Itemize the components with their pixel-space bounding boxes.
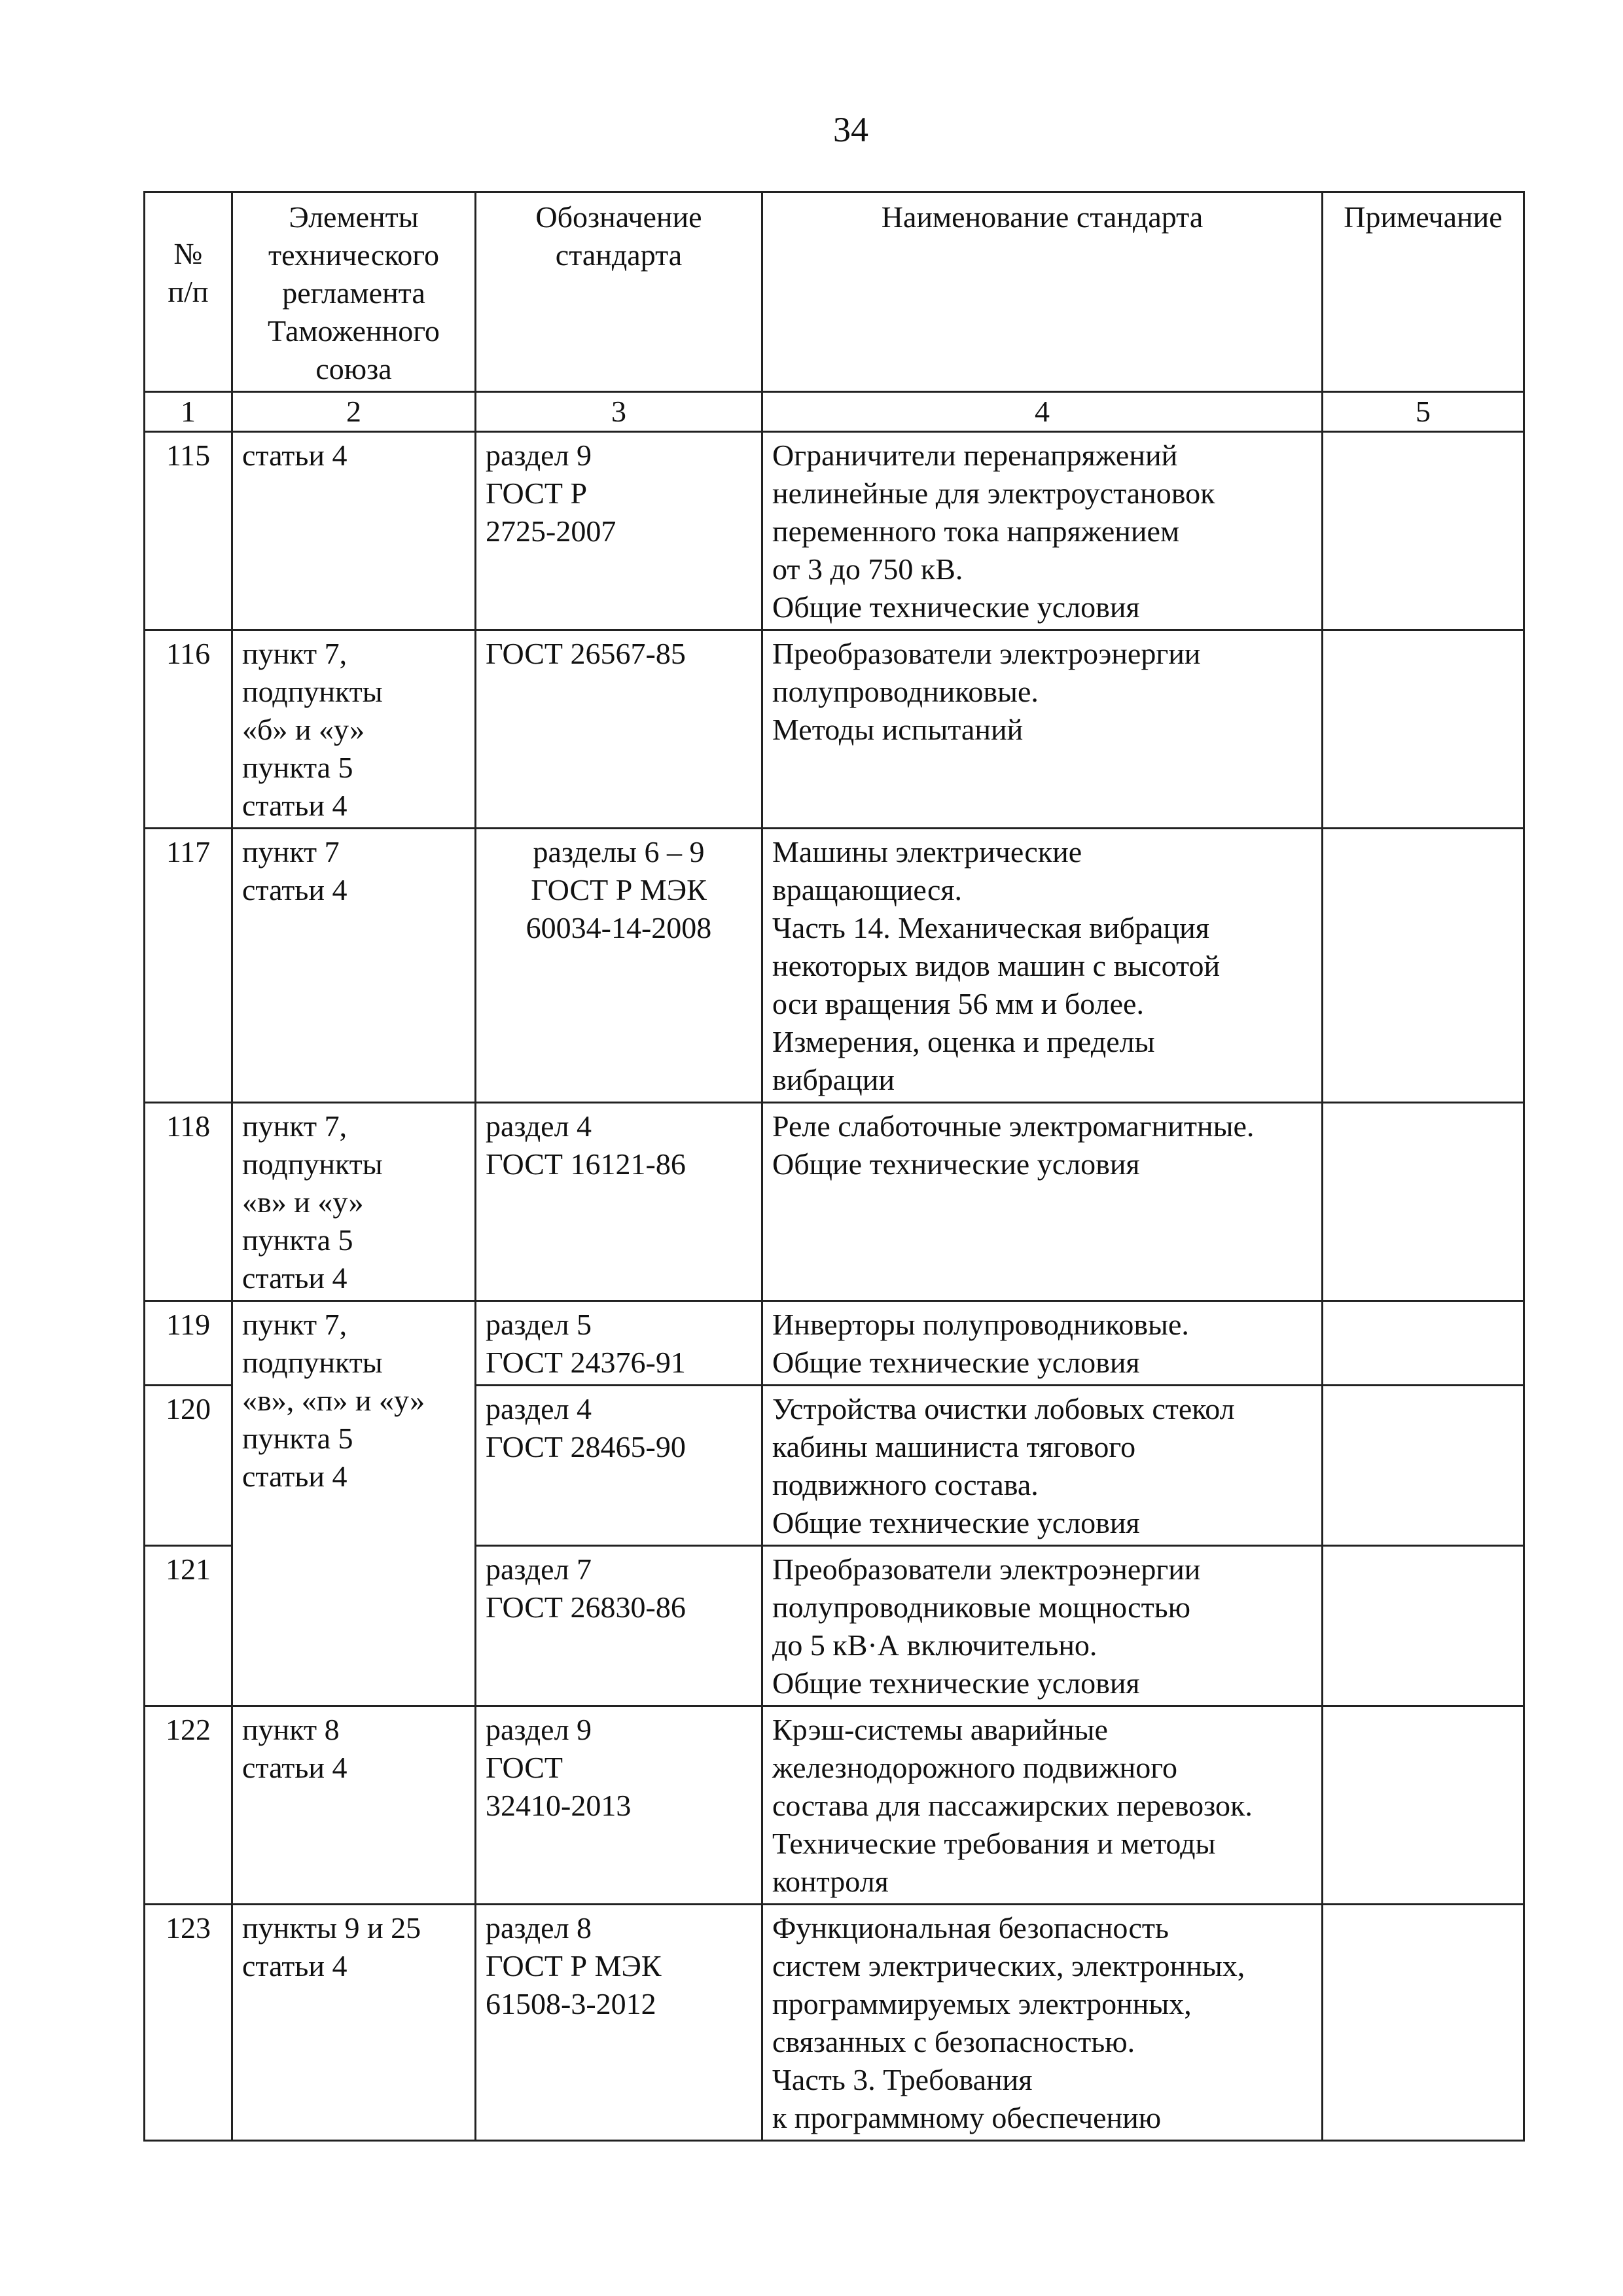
header-standard-name: Наименование стандарта: [762, 192, 1323, 392]
table-header-row: [145, 192, 1524, 392]
row-standard-name: Преобразователи электроэнергии полупроводниковые мощностью до 5 кВ·А включительно. Общие технические условия: [762, 1546, 1323, 1706]
row-designation: ГОСТ 26567-85: [476, 630, 762, 829]
row-regulation-element: пункты 9 и 25 статьи 4: [232, 1905, 476, 2141]
row-regulation-element: статьи 4: [232, 432, 476, 630]
row-designation: раздел 5 ГОСТ 24376-91: [476, 1301, 762, 1386]
row-designation: раздел 4 ГОСТ 28465-90: [476, 1386, 762, 1546]
row-standard-name: Инверторы полупроводниковые. Общие технические условия: [762, 1301, 1323, 1386]
row-number: 118: [145, 1103, 232, 1301]
row-number: 119: [145, 1301, 232, 1386]
row-number: 121: [145, 1546, 232, 1706]
row-standard-name: Реле слаботочные электромагнитные. Общие технические условия: [762, 1103, 1323, 1301]
row-designation: раздел 9 ГОСТ 32410-2013: [476, 1706, 762, 1905]
row-regulation-element: пункт 8 статьи 4: [232, 1706, 476, 1905]
column-number-row: [145, 392, 1524, 432]
row-regulation-element: пункт 7, подпункты «б» и «у» пункта 5 статьи 4: [232, 630, 476, 829]
column-number: 1: [145, 392, 232, 432]
row-standard-name: Устройства очистки лобовых стекол кабины машиниста тягового подвижного состава. Общие технические условия: [762, 1386, 1323, 1546]
row-number: 123: [145, 1905, 232, 2141]
column-number: 2: [232, 392, 476, 432]
row-regulation-element: пункт 7, подпункты «в», «п» и «у» пункта 5 статьи 4: [232, 1301, 476, 1706]
row-number: 122: [145, 1706, 232, 1905]
row-number: 116: [145, 630, 232, 829]
table-row: [145, 1905, 1524, 2141]
column-number: 3: [476, 392, 762, 432]
row-designation: раздел 4 ГОСТ 16121-86: [476, 1103, 762, 1301]
row-regulation-element: пункт 7 статьи 4: [232, 829, 476, 1103]
row-designation: раздел 7 ГОСТ 26830-86: [476, 1546, 762, 1706]
row-number: 117: [145, 829, 232, 1103]
table-row: [145, 1301, 1524, 1386]
table-row: [145, 1706, 1524, 1905]
row-number: 115: [145, 432, 232, 630]
row-note: [1323, 1386, 1524, 1546]
row-regulation-element: пункт 7, подпункты «в» и «у» пункта 5 статьи 4: [232, 1103, 476, 1301]
row-standard-name: Машины электрические вращающиеся. Часть 14. Механическая вибрация некоторых видов машин с высотой оси вращения 56 мм и более. Измерения, оценка и пределы вибрации: [762, 829, 1323, 1103]
row-note: [1323, 1546, 1524, 1706]
row-standard-name: Функциональная безопасность систем электрических, электронных, программируемых электронных, связанных с безопасностью. Часть 3. Требования к программному обеспечению: [762, 1905, 1323, 2141]
row-designation: раздел 9 ГОСТ Р 2725-2007: [476, 432, 762, 630]
standards-table: [143, 191, 1525, 2142]
table-row: [145, 829, 1524, 1103]
header-note: Примечание: [1323, 192, 1524, 392]
row-note: [1323, 1301, 1524, 1386]
row-standard-name: Преобразователи электроэнергии полупроводниковые. Методы испытаний: [762, 630, 1323, 829]
row-number: 120: [145, 1386, 232, 1546]
row-note: [1323, 432, 1524, 630]
row-note: [1323, 630, 1524, 829]
header-number: № п/п: [145, 192, 232, 392]
row-standard-name: Крэш-системы аварийные железнодорожного подвижного состава для пассажирских перевозок. Технические требования и методы контроля: [762, 1706, 1323, 1905]
page-number: 34: [833, 110, 868, 149]
header-regulation-elements: Элементы технического регламента Таможенного союза: [232, 192, 476, 392]
row-note: [1323, 1103, 1524, 1301]
column-number: 5: [1323, 392, 1524, 432]
row-note: [1323, 1905, 1524, 2141]
table-row: [145, 432, 1524, 630]
row-standard-name: Ограничители перенапряжений нелинейные для электроустановок переменного тока напряжением от 3 до 750 кВ. Общие технические условия: [762, 432, 1323, 630]
row-note: [1323, 829, 1524, 1103]
table-row: [145, 1103, 1524, 1301]
row-note: [1323, 1706, 1524, 1905]
table-row: [145, 630, 1524, 829]
column-number: 4: [762, 392, 1323, 432]
row-designation: разделы 6 – 9 ГОСТ Р МЭК 60034-14-2008: [476, 829, 762, 1103]
row-designation: раздел 8 ГОСТ Р МЭК 61508-3-2012: [476, 1905, 762, 2141]
header-standard-designation: Обозначение стандарта: [476, 192, 762, 392]
